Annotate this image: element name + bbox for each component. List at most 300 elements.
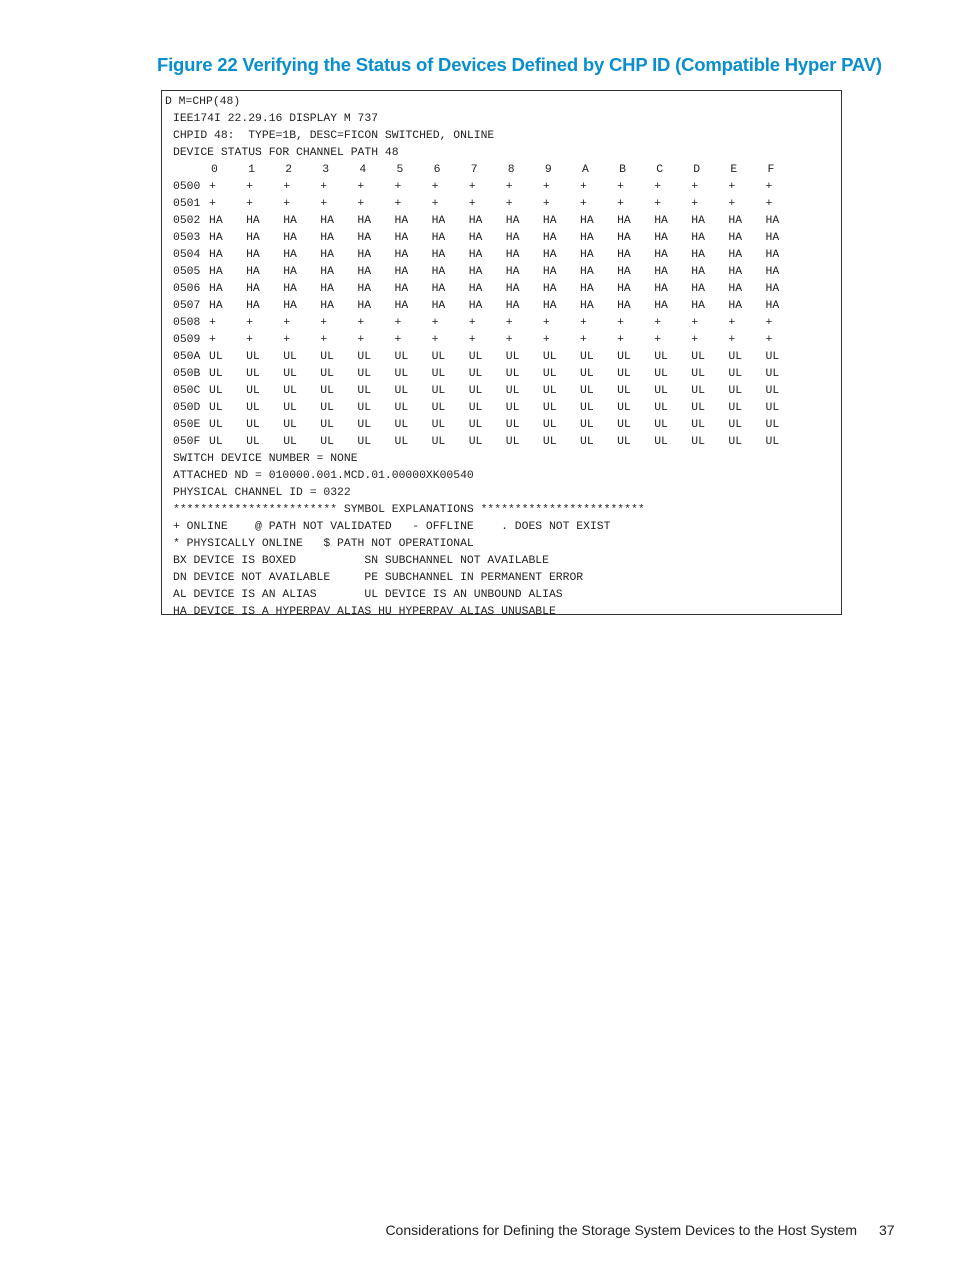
device-status: +	[617, 198, 624, 210]
device-status: HA	[728, 249, 743, 261]
device-status: +	[357, 198, 365, 210]
device-status: UL	[357, 385, 372, 397]
device-status: UL	[580, 436, 594, 448]
device-status: HA	[357, 283, 372, 295]
device-status: HA	[765, 283, 780, 295]
device-status: HA	[320, 266, 334, 278]
terminal-line: CHPID 48: TYPE=1B, DESC=FICON SWITCHED, ONLINE	[173, 130, 495, 142]
device-status: UL	[617, 368, 631, 380]
device-status: UL	[505, 419, 520, 431]
device-status: UL	[468, 351, 483, 363]
device-status: HA	[765, 266, 780, 278]
device-status: HA	[246, 300, 260, 312]
device-status: HA	[468, 215, 483, 227]
column-header: 8	[507, 164, 515, 176]
device-status: HA	[357, 232, 372, 244]
device-status: UL	[580, 402, 594, 414]
column-header: C	[656, 164, 664, 176]
device-status: UL	[209, 385, 223, 397]
device-status: UL	[246, 436, 260, 448]
device-status: +	[246, 198, 253, 210]
device-status: +	[209, 181, 216, 193]
device-status: +	[209, 198, 216, 210]
device-status: +	[580, 181, 587, 193]
column-header: F	[767, 164, 775, 176]
device-status: HA	[209, 249, 223, 261]
device-status: UL	[617, 385, 631, 397]
device-status: HA	[580, 215, 594, 227]
device-status: UL	[468, 419, 483, 431]
device-status: +	[283, 334, 291, 346]
device-status: +	[431, 198, 439, 210]
device-status: UL	[283, 402, 297, 414]
device-status: +	[209, 334, 216, 346]
device-status: UL	[728, 385, 743, 397]
device-row	[162, 417, 841, 434]
device-id: 0506	[173, 283, 201, 295]
device-id: 0507	[173, 300, 201, 312]
device-status: HA	[580, 283, 594, 295]
device-status: UL	[765, 385, 780, 397]
device-status: UL	[654, 419, 668, 431]
device-status: HA	[617, 215, 631, 227]
device-status: +	[765, 181, 773, 193]
device-status: +	[542, 198, 550, 210]
device-status: +	[394, 317, 402, 329]
column-header: B	[619, 164, 626, 176]
device-status: HA	[580, 232, 594, 244]
terminal-line: IEE174I 22.29.16 DISPLAY M 737	[173, 113, 379, 125]
terminal-line: ************************ SYMBOL EXPLANATIONS ************************	[173, 504, 645, 516]
device-status: +	[654, 181, 662, 193]
device-status: HA	[728, 266, 743, 278]
terminal-line: ATTACHED ND = 010000.001.MCD.01.00000XK00540	[173, 470, 474, 482]
device-status: +	[580, 334, 587, 346]
device-status: HA	[728, 300, 743, 312]
device-status: HA	[283, 266, 297, 278]
device-status: +	[283, 181, 291, 193]
device-status: UL	[320, 351, 334, 363]
device-status: HA	[617, 232, 631, 244]
device-status: +	[505, 198, 513, 210]
device-status: HA	[468, 249, 483, 261]
device-status: UL	[505, 402, 520, 414]
column-header: D	[693, 164, 701, 176]
device-status: +	[691, 198, 699, 210]
terminal-line: SWITCH DEVICE NUMBER = NONE	[173, 453, 358, 465]
device-id: 0500	[173, 181, 201, 193]
device-status: UL	[320, 419, 334, 431]
device-status: UL	[765, 436, 780, 448]
device-status: HA	[654, 300, 668, 312]
device-status: +	[468, 181, 476, 193]
page-number: 37	[879, 1222, 895, 1238]
device-status: UL	[765, 419, 780, 431]
device-status: +	[691, 334, 699, 346]
device-status: +	[654, 317, 662, 329]
device-row	[162, 400, 841, 417]
device-status: UL	[505, 351, 520, 363]
device-status: +	[654, 198, 662, 210]
device-status: UL	[209, 436, 223, 448]
device-status: HA	[580, 266, 594, 278]
device-row	[162, 366, 841, 383]
device-status: UL	[654, 368, 668, 380]
device-status: UL	[542, 419, 557, 431]
device-status: HA	[246, 232, 260, 244]
device-status: +	[320, 198, 328, 210]
device-status: UL	[246, 419, 260, 431]
device-status: HA	[617, 266, 631, 278]
column-header-row	[162, 162, 841, 179]
device-status: UL	[691, 402, 705, 414]
device-id: 0508	[173, 317, 201, 329]
device-status: HA	[209, 215, 223, 227]
device-status: UL	[691, 368, 705, 380]
device-status: UL	[542, 402, 557, 414]
figure-title: Figure 22 Verifying the Status of Devices Defined by CHP ID (Compatible Hyper PAV)	[157, 54, 882, 75]
device-status: UL	[654, 436, 668, 448]
device-status: +	[357, 334, 365, 346]
device-status: +	[765, 198, 773, 210]
device-id: 050C	[173, 385, 201, 397]
column-header: 2	[285, 164, 293, 176]
device-status: UL	[468, 385, 483, 397]
device-status: HA	[394, 283, 409, 295]
device-status: HA	[654, 215, 668, 227]
terminal-line: HA DEVICE IS A HYPERPAV ALIAS HU HYPERPAV ALIAS UNUSABLE	[173, 606, 556, 618]
device-status: HA	[320, 300, 334, 312]
device-row	[162, 230, 841, 247]
device-id: 050F	[173, 436, 201, 448]
device-status: +	[431, 181, 439, 193]
device-status: UL	[728, 351, 743, 363]
device-status: +	[394, 334, 402, 346]
device-status: UL	[765, 368, 780, 380]
device-row	[162, 332, 841, 349]
device-status: +	[580, 198, 587, 210]
device-status: HA	[580, 300, 594, 312]
device-status: HA	[542, 266, 557, 278]
device-status: HA	[691, 249, 705, 261]
device-status: HA	[765, 215, 780, 227]
device-status: UL	[320, 368, 334, 380]
device-status: HA	[765, 232, 780, 244]
device-status: HA	[691, 283, 705, 295]
device-status: UL	[283, 368, 297, 380]
device-status: HA	[209, 266, 223, 278]
device-status: HA	[320, 215, 334, 227]
device-id: 0503	[173, 232, 201, 244]
device-status: UL	[728, 368, 743, 380]
device-status: +	[320, 334, 328, 346]
device-id: 050A	[173, 351, 201, 363]
device-status: UL	[765, 402, 780, 414]
column-header: A	[582, 164, 589, 176]
device-status: +	[617, 317, 624, 329]
device-status: +	[468, 334, 476, 346]
terminal-output	[161, 90, 842, 618]
device-status: HA	[320, 283, 334, 295]
device-status: UL	[394, 436, 409, 448]
device-status: UL	[357, 351, 372, 363]
device-status: UL	[357, 436, 372, 448]
device-status: UL	[617, 402, 631, 414]
device-status: UL	[431, 351, 446, 363]
device-status: UL	[691, 351, 705, 363]
device-status: UL	[394, 351, 409, 363]
terminal-line: DEVICE STATUS FOR CHANNEL PATH 48	[173, 147, 399, 159]
device-status: HA	[283, 283, 297, 295]
device-row	[162, 196, 841, 213]
device-status: HA	[431, 215, 446, 227]
device-status: UL	[357, 368, 372, 380]
device-status: HA	[505, 300, 520, 312]
device-status: UL	[505, 368, 520, 380]
device-row	[162, 349, 841, 366]
device-status: +	[246, 181, 253, 193]
device-status: +	[728, 334, 736, 346]
device-status: HA	[246, 249, 260, 261]
device-status: HA	[728, 215, 743, 227]
device-status: HA	[691, 232, 705, 244]
device-status: UL	[468, 436, 483, 448]
device-status: UL	[691, 419, 705, 431]
device-id: 0509	[173, 334, 201, 346]
device-status: HA	[691, 300, 705, 312]
device-status: UL	[580, 385, 594, 397]
device-status: +	[320, 181, 328, 193]
column-header: 7	[470, 164, 478, 176]
device-status: UL	[617, 351, 631, 363]
device-status: +	[654, 334, 662, 346]
device-status: HA	[209, 283, 223, 295]
terminal-line: BX DEVICE IS BOXED SN SUBCHANNEL NOT AVAILABLE	[173, 555, 549, 567]
device-row	[162, 264, 841, 281]
device-status: HA	[617, 283, 631, 295]
device-status: +	[246, 317, 253, 329]
device-status: UL	[209, 419, 223, 431]
device-status: HA	[357, 300, 372, 312]
device-status: HA	[691, 215, 705, 227]
device-status: UL	[468, 402, 483, 414]
device-status: UL	[654, 351, 668, 363]
device-row	[162, 315, 841, 332]
device-status: HA	[691, 266, 705, 278]
device-status: +	[394, 198, 402, 210]
device-status: HA	[617, 249, 631, 261]
device-status: HA	[283, 232, 297, 244]
device-status: HA	[246, 266, 260, 278]
device-status: UL	[283, 436, 297, 448]
device-status: UL	[691, 385, 705, 397]
device-status: HA	[728, 232, 743, 244]
device-status: +	[765, 334, 773, 346]
device-status: HA	[542, 283, 557, 295]
device-status: UL	[394, 402, 409, 414]
device-status: UL	[765, 351, 780, 363]
device-status: UL	[728, 402, 743, 414]
device-status: +	[691, 317, 699, 329]
device-row	[162, 434, 841, 451]
device-status: UL	[728, 419, 743, 431]
device-status: UL	[357, 419, 372, 431]
device-status: +	[209, 317, 216, 329]
device-status: HA	[468, 283, 483, 295]
device-status: HA	[468, 300, 483, 312]
column-header: 1	[248, 164, 255, 176]
device-status: HA	[765, 300, 780, 312]
device-status: HA	[431, 300, 446, 312]
footer-title: Considerations for Defining the Storage System Devices to the Host System	[385, 1222, 857, 1238]
device-status: +	[283, 198, 291, 210]
column-header: 4	[359, 164, 367, 176]
device-status: HA	[357, 215, 372, 227]
device-status: UL	[505, 385, 520, 397]
device-status: HA	[765, 249, 780, 261]
device-status: HA	[394, 249, 409, 261]
device-status: UL	[209, 402, 223, 414]
device-status: UL	[691, 436, 705, 448]
device-status: +	[617, 334, 624, 346]
device-status: HA	[617, 300, 631, 312]
column-header: 9	[544, 164, 552, 176]
terminal-line: AL DEVICE IS AN ALIAS UL DEVICE IS AN UNBOUND ALIAS	[173, 589, 563, 601]
device-status: UL	[431, 368, 446, 380]
device-status: HA	[394, 232, 409, 244]
device-status: +	[357, 317, 365, 329]
device-status: +	[542, 317, 550, 329]
device-status: UL	[580, 351, 594, 363]
device-status: HA	[468, 266, 483, 278]
device-status: UL	[283, 419, 297, 431]
device-id: 050D	[173, 402, 201, 414]
device-status: UL	[505, 436, 520, 448]
device-status: UL	[580, 419, 594, 431]
device-status: HA	[320, 232, 334, 244]
device-status: +	[505, 334, 513, 346]
device-status: UL	[617, 436, 631, 448]
terminal-line: DN DEVICE NOT AVAILABLE PE SUBCHANNEL IN PERMANENT ERROR	[173, 572, 584, 584]
device-status: HA	[654, 283, 668, 295]
device-status: +	[283, 317, 291, 329]
device-status: UL	[357, 402, 372, 414]
terminal-line: PHYSICAL CHANNEL ID = 0322	[173, 487, 351, 499]
device-status: UL	[320, 402, 334, 414]
device-status: HA	[209, 300, 223, 312]
device-status: UL	[246, 368, 260, 380]
device-status: HA	[246, 283, 260, 295]
device-status: HA	[246, 215, 260, 227]
device-row	[162, 281, 841, 298]
device-status: UL	[246, 402, 260, 414]
device-status: UL	[654, 385, 668, 397]
device-status: UL	[320, 436, 334, 448]
device-status: HA	[580, 249, 594, 261]
device-status: HA	[505, 232, 520, 244]
device-status: UL	[617, 419, 631, 431]
device-status: HA	[320, 249, 334, 261]
terminal-line: * PHYSICALLY ONLINE $ PATH NOT OPERATIONAL	[173, 538, 474, 550]
device-status: HA	[505, 249, 520, 261]
device-status: UL	[580, 368, 594, 380]
device-status: HA	[542, 249, 557, 261]
device-status: +	[765, 317, 773, 329]
device-status: +	[468, 198, 476, 210]
device-status: HA	[431, 283, 446, 295]
device-status: UL	[283, 351, 297, 363]
device-status: UL	[246, 385, 260, 397]
device-id: 0501	[173, 198, 201, 210]
page-footer	[0, 1222, 954, 1242]
device-status: HA	[431, 232, 446, 244]
device-status: +	[617, 181, 624, 193]
device-status: +	[728, 317, 736, 329]
device-status: UL	[209, 351, 223, 363]
device-row	[162, 247, 841, 264]
device-status: HA	[542, 232, 557, 244]
device-status: UL	[431, 419, 446, 431]
terminal-line: + ONLINE @ PATH NOT VALIDATED - OFFLINE . DOES NOT EXIST	[173, 521, 611, 533]
device-status: UL	[542, 436, 557, 448]
device-status: HA	[431, 249, 446, 261]
device-id: 050E	[173, 419, 201, 431]
device-status: +	[246, 334, 253, 346]
device-status: HA	[209, 232, 223, 244]
device-status: UL	[542, 368, 557, 380]
device-status: HA	[357, 266, 372, 278]
device-status: HA	[542, 300, 557, 312]
device-status: HA	[654, 232, 668, 244]
device-status: UL	[431, 436, 446, 448]
device-status: +	[431, 334, 439, 346]
device-status: HA	[283, 215, 297, 227]
device-status: +	[320, 317, 328, 329]
device-status: HA	[283, 300, 297, 312]
column-header: 5	[396, 164, 404, 176]
device-status: HA	[431, 266, 446, 278]
device-status: +	[580, 317, 587, 329]
column-header: 3	[322, 164, 330, 176]
device-status: UL	[283, 385, 297, 397]
device-status: +	[691, 181, 699, 193]
device-row	[162, 298, 841, 315]
device-status: UL	[246, 351, 260, 363]
device-status: HA	[394, 215, 409, 227]
device-status: +	[542, 334, 550, 346]
device-status: UL	[394, 368, 409, 380]
device-status: HA	[542, 215, 557, 227]
device-status: +	[394, 181, 402, 193]
device-status: UL	[209, 368, 223, 380]
device-status: HA	[283, 249, 297, 261]
column-header: E	[730, 164, 738, 176]
device-status: +	[728, 181, 736, 193]
device-status: UL	[542, 385, 557, 397]
column-header: 6	[433, 164, 441, 176]
device-status: UL	[468, 368, 483, 380]
device-id: 0505	[173, 266, 201, 278]
device-status: HA	[505, 266, 520, 278]
device-status: HA	[505, 215, 520, 227]
device-status: +	[431, 317, 439, 329]
device-status: HA	[654, 266, 668, 278]
device-status: UL	[654, 402, 668, 414]
device-status: UL	[320, 385, 334, 397]
device-status: +	[505, 317, 513, 329]
device-status: UL	[431, 385, 446, 397]
device-status: HA	[394, 266, 409, 278]
